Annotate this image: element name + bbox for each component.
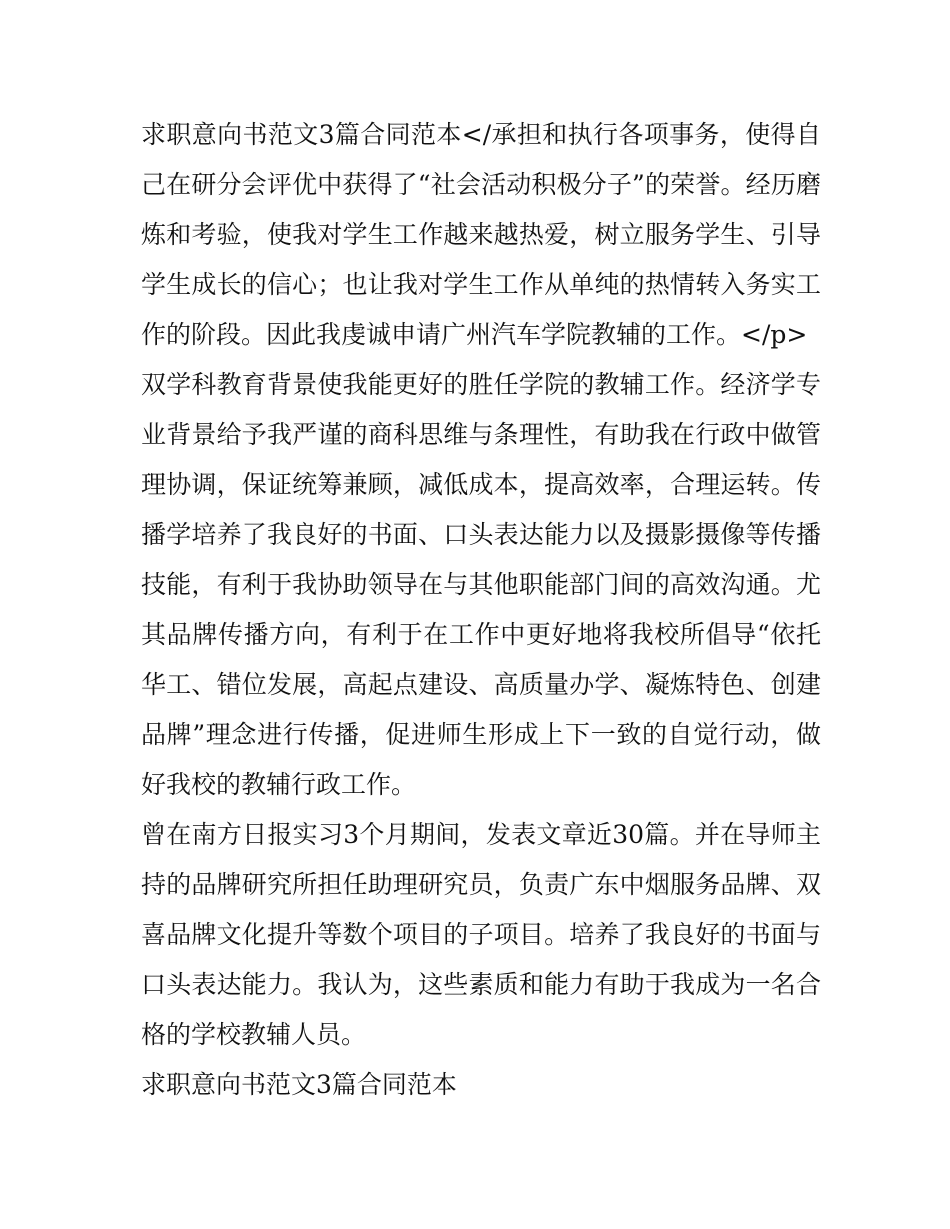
paragraph-3: 曾在南方日报实习3个月期间，发表文章近30篇。并在导师主持的品牌研究所担任助理研究员，负责广东中烟服务品牌、双喜品牌文化提升等数个项目的子项目。培养了我良好的书面与口头表达能力。我认为，这些素质和能力有助于我成为一名合格的学校教辅人员。 [141,820,821,1049]
paragraph-4: 求职意向书范文3篇合同范本 [141,1070,457,1099]
paragraph-1: 求职意向书范文3篇合同范本</承担和执行各项事务，使得自己在研分会评优中获得了“社会活动积极分子”的荣誉。经历磨炼和考验，使我对学生工作越来越热爱，树立服务学生、引导学生成长的信心；也让我对学生工作从单纯的热情转入务实工作的阶段。因此我虔诚申请广州汽车学院教辅的工作。</p> [141,120,821,349]
document-body [141,110,821,1110]
paragraph-2: 双学科教育背景使我能更好的胜任学院的教辅工作。经济学专业背景给予我严谨的商科思维与条理性，有助我在行政中做管理协调，保证统筹兼顾，减低成本，提高效率，合理运转。传播学培养了我良好的书面、口头表达能力以及摄影摄像等传播技能，有利于我协助领导在与其他职能部门间的高效沟通。尤其品牌传播方向，有利于在工作中更好地将我校所倡导“依托华工、错位发展，高起点建设、高质量办学、凝炼特色、创建品牌”理念进行传播，促进师生形成上下一致的自觉行动，做好我校的教辅行政工作。 [141,370,821,799]
